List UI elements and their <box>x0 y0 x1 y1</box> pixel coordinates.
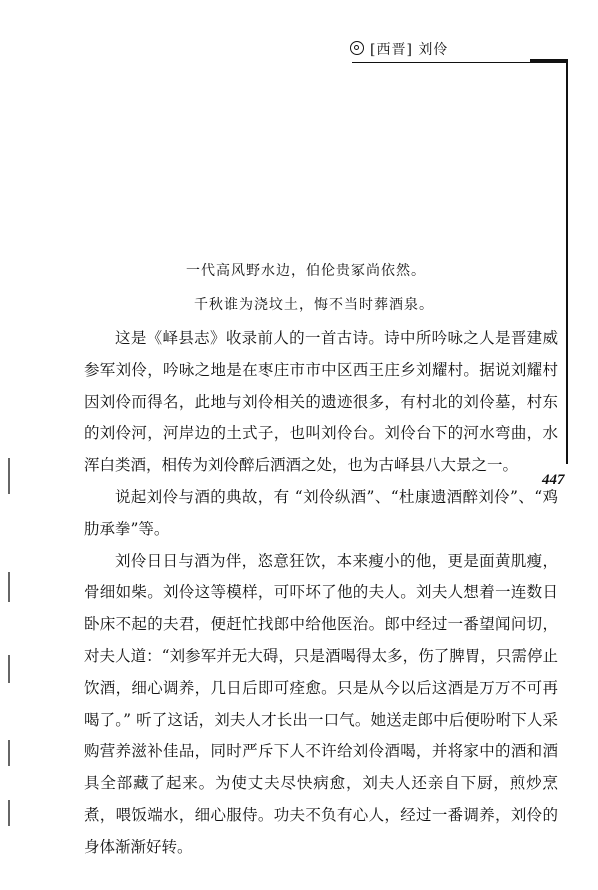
paragraph: 说起刘伶与酒的典故，有 “刘伶纵酒”、“杜康遗酒醉刘伶”、“鸡肋承拳”等。 <box>84 487 558 538</box>
body-text <box>84 323 558 864</box>
header-rule <box>352 62 530 63</box>
paragraph: 这是《峄县志》收录前人的一首古诗。诗中所吟咏之人是晋建威参军刘伶，吟咏之地是在枣庄市市中区西王庄乡刘耀村。据说刘耀村因刘伶而得名，此地与刘伶相关的遗迹很多，有村北的刘伶墓，村东的刘伶河，河岸边的土式子，也叫刘伶台。刘伶台下的河水弯曲，水浑白类酒，相传为刘伶醉后洒酒之处，也为古峄县八大景之一。 <box>84 329 558 475</box>
header-title: [西晋] 刘伶 <box>370 42 449 58</box>
poem-line-1: 一代高风野水边，伯伦贵冢尚依然。 <box>186 263 426 279</box>
page-number: 447 <box>542 472 565 488</box>
margin-vertical-rule <box>566 59 568 464</box>
header-rule-accent <box>530 59 566 63</box>
paragraph: 刘伶日日与酒为伴，恣意狂饮，本来瘦小的他，更是面黄肌瘦，骨细如柴。刘伶这等模样，可吓坏了他的夫人。刘夫人想着一连数日卧床不起的夫君，便赶忙找郎中给他医治。郎中经过一番望闻问切，对夫人道：“刘参军并无大碍，只是酒喝得太多，伤了脾胃，只需停止饮酒，细心调养，几日后即可痊愈。只是从今以后这酒是万万不可再喝了。” 听了这话，刘夫人才长出一口气。她送走郎中后便吩咐下人采购营养滋补佳品，同时严斥下人不许给刘伶酒喝，并将家中的酒和酒具全部藏了起来。为使丈夫尽快病愈，刘夫人还亲自下厨，煎炒烹煮，喂饭端水，细心服侍。功夫不负有心人，经过一番调养，刘伶的身体渐渐好转。 <box>84 551 558 856</box>
poem-line-2: 千秋谁为浇坟土，悔不当时葬酒泉。 <box>194 297 434 313</box>
circle-ornament-icon <box>350 41 364 55</box>
